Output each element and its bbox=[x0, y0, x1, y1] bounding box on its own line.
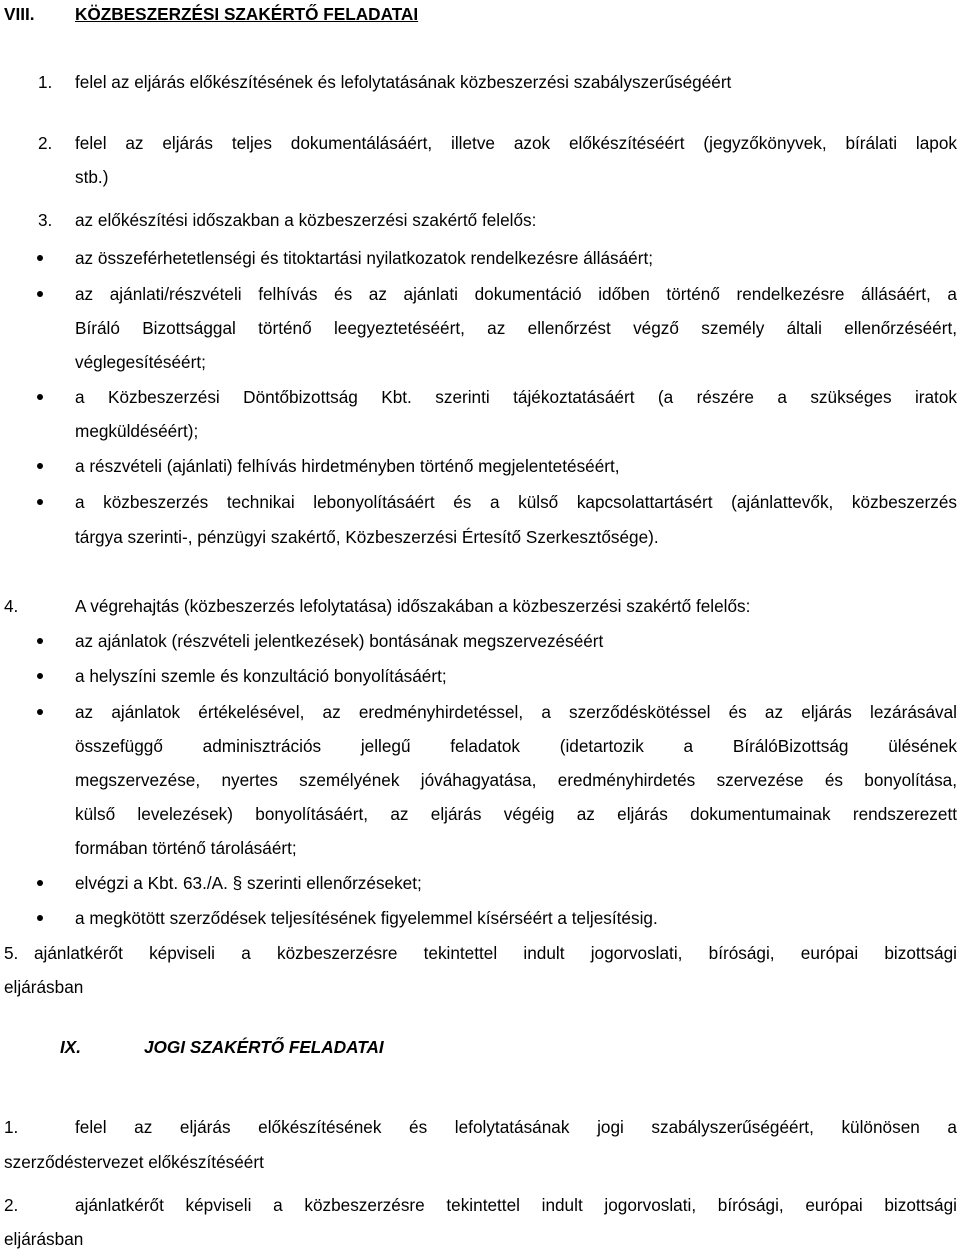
section-8-number: VIII. bbox=[4, 4, 35, 24]
item-text: ajánlatkérőt képviseli a közbeszerzésre tekintettel indult jogorvoslati, bírósági, európai bizottsági bbox=[75, 1195, 957, 1215]
bullet-icon bbox=[37, 463, 43, 469]
item-number: 1. bbox=[38, 72, 53, 92]
bullet-text: összefüggő adminisztrációs jellegű feladatok (idetartozik a BírálóBizottság ülésének bbox=[75, 736, 957, 756]
bullet-icon bbox=[37, 255, 43, 261]
item-number: 3. bbox=[38, 210, 53, 230]
item-number: 4. bbox=[4, 596, 19, 616]
bullet-icon bbox=[37, 291, 43, 297]
bullet-icon bbox=[37, 499, 43, 505]
item-text-continued: eljárásban bbox=[4, 977, 84, 997]
bullet-text: a helyszíni szemle és konzultáció bonyolításáért; bbox=[75, 666, 447, 686]
item-text: felel az eljárás előkészítésének és lefolytatásának jogi szabályszerűségéért, különösen a bbox=[75, 1117, 957, 1137]
item-text: felel az eljárás teljes dokumentálásáért, illetve azok előkészítéséért (jegyzőkönyvek, bírálati lapok bbox=[75, 133, 957, 153]
bullet-text: az ajánlati/részvételi felhívás és az ajánlati dokumentáció időben történő rendelkezésre állásáért, a bbox=[75, 284, 957, 304]
bullet-text: megszervezése, nyertes személyének jóváhagyatása, eredményhirdetés szervezése és bonyolítása, bbox=[75, 770, 957, 790]
bullet-icon bbox=[37, 880, 43, 886]
item-text: felel az eljárás előkészítésének és lefolytatásának közbeszerzési szabályszerűségéért bbox=[75, 72, 732, 92]
section-9-title: JOGI SZAKÉRTŐ FELADATAI bbox=[144, 1037, 384, 1057]
item-text: ajánlatkérőt képviseli a közbeszerzésre tekintettel indult jogorvoslati, bírósági, európai bizottsági bbox=[34, 943, 957, 963]
bullet-icon bbox=[37, 638, 43, 644]
item-number: 1. bbox=[4, 1117, 19, 1137]
bullet-text: a közbeszerzés technikai lebonyolításáért és a külső kapcsolattartásért (ajánlattevők, közbeszerzés bbox=[75, 492, 957, 512]
item-number: 2. bbox=[4, 1195, 19, 1215]
bullet-text: a részvételi (ajánlati) felhívás hirdetményben történő megjelentetéséért, bbox=[75, 456, 620, 476]
item-text-continued: stb.) bbox=[75, 167, 109, 187]
section-9-number: IX. bbox=[60, 1037, 82, 1057]
bullet-text: az ajánlatok (részvételi jelentkezések) bontásának megszervezéséért bbox=[75, 631, 604, 651]
bullet-text: tárgya szerinti-, pénzügyi szakértő, Közbeszerzési Értesítő Szerkesztősége). bbox=[75, 527, 659, 547]
bullet-icon bbox=[37, 915, 43, 921]
bullet-text: a megkötött szerződések teljesítésének figyelemmel kísérséért a teljesítésig. bbox=[75, 908, 658, 928]
bullet-icon bbox=[37, 709, 43, 715]
item-number: 2. bbox=[38, 133, 53, 153]
bullet-text: formában történő tárolásáért; bbox=[75, 838, 297, 858]
bullet-icon bbox=[37, 394, 43, 400]
bullet-text: megküldéséért); bbox=[75, 421, 199, 441]
bullet-text: az összeférhetetlenségi és titoktartási nyilatkozatok rendelkezésre állásáért; bbox=[75, 248, 653, 268]
section-8-title: KÖZBESZERZÉSI SZAKÉRTŐ FELADATAI bbox=[75, 4, 419, 24]
item-text: az előkészítési időszakban a közbeszerzési szakértő felelős: bbox=[75, 210, 537, 230]
item-text-continued: szerződéstervezet előkészítéséért bbox=[4, 1152, 264, 1172]
item-text-continued: eljárásban bbox=[4, 1229, 84, 1249]
bullet-text: külső levelezések) bonyolításáért, az eljárás végéig az eljárás dokumentumainak rendszerezett bbox=[75, 804, 957, 824]
bullet-text: a Közbeszerzési Döntőbizottság Kbt. szerinti tájékoztatásáért (a részére a szükséges iratok bbox=[75, 387, 957, 407]
bullet-icon bbox=[37, 673, 43, 679]
bullet-text: Bíráló Bizottsággal történő leegyeztetéséért, az ellenőrzést végző személy általi ellenőrzéséért, bbox=[75, 318, 957, 338]
bullet-text: az ajánlatok értékelésével, az eredményhirdetéssel, a szerződéskötéssel és az eljárás lezárásával bbox=[75, 702, 957, 722]
item-text: A végrehajtás (közbeszerzés lefolytatása) időszakában a közbeszerzési szakértő felelős: bbox=[75, 596, 751, 616]
item-number: 5. bbox=[4, 943, 19, 963]
bullet-text: elvégzi a Kbt. 63./A. § szerinti ellenőrzéseket; bbox=[75, 873, 422, 893]
bullet-text: véglegesítéséért; bbox=[75, 352, 206, 372]
